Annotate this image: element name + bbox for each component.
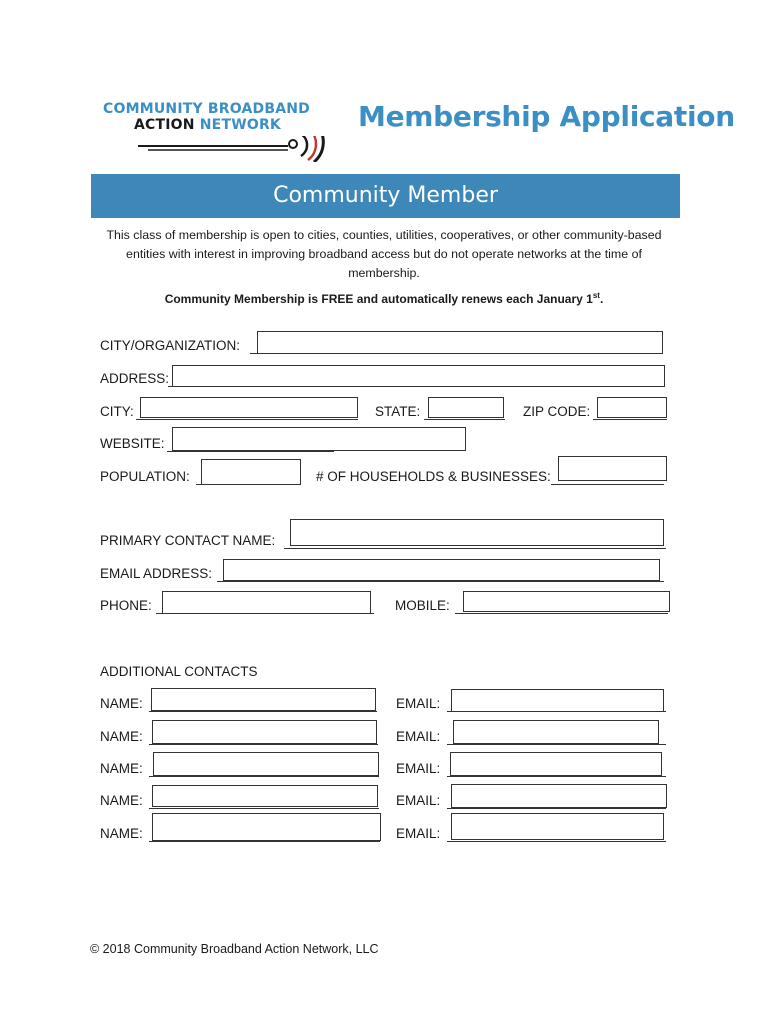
website-field[interactable] xyxy=(172,427,466,451)
zip-code-label: ZIP CODE: xyxy=(523,404,591,419)
membership-description: This class of membership is open to cities, counties, utilities, cooperatives, or other community-based entities with interest in improving broadband access but do not operate networks at the time of membership. xyxy=(106,228,662,280)
additional-name-underline xyxy=(149,776,379,777)
additional-email-underline xyxy=(447,808,666,809)
copyright-footer: © 2018 Community Broadband Action Network, LLC xyxy=(90,942,379,956)
city-org-field[interactable] xyxy=(257,331,663,354)
additional-name-field-1[interactable] xyxy=(151,688,376,711)
cban-logo xyxy=(100,100,330,162)
zip-code-field[interactable] xyxy=(597,397,667,418)
address-label: ADDRESS: xyxy=(100,371,170,386)
additional-email-field-5[interactable] xyxy=(451,813,664,840)
additional-email-field-2[interactable] xyxy=(453,720,659,744)
additional-name-label: NAME: xyxy=(100,696,143,711)
email-address-label: EMAIL ADDRESS: xyxy=(100,566,213,581)
page-title: Membership Application xyxy=(358,100,735,133)
mobile-underline xyxy=(455,613,668,614)
additional-name-underline xyxy=(149,841,380,842)
additional-email-label: EMAIL: xyxy=(396,696,441,711)
additional-email-label: EMAIL: xyxy=(396,826,441,841)
state-label: STATE: xyxy=(375,404,421,419)
additional-name-label: NAME: xyxy=(100,793,143,808)
primary-contact-underline xyxy=(284,548,666,549)
email-address-underline xyxy=(217,581,664,582)
additional-email-field-1[interactable] xyxy=(451,689,664,712)
additional-contacts-heading: ADDITIONAL CONTACTS xyxy=(100,664,258,679)
phone-field[interactable] xyxy=(162,591,371,614)
notice-text: Community Membership is FREE and automatically renews each January 1 xyxy=(164,292,593,306)
phone-label: PHONE: xyxy=(100,598,152,613)
state-field[interactable] xyxy=(428,397,504,418)
city-label: CITY: xyxy=(100,404,134,419)
population-label: POPULATION: xyxy=(100,469,190,484)
website-underline xyxy=(167,451,334,452)
additional-name-label: NAME: xyxy=(100,729,143,744)
state-underline xyxy=(424,419,505,420)
free-membership-notice xyxy=(98,291,670,306)
additional-email-field-4[interactable] xyxy=(451,784,667,808)
additional-name-underline xyxy=(149,744,378,745)
mobile-label: MOBILE: xyxy=(395,598,450,613)
additional-name-label: NAME: xyxy=(100,826,143,841)
city-org-label: CITY/ORGANIZATION: xyxy=(100,338,241,353)
city-field[interactable] xyxy=(140,397,358,418)
additional-name-underline xyxy=(149,711,377,712)
notice-end: . xyxy=(599,292,604,306)
address-field[interactable] xyxy=(172,365,665,387)
logo-line1: COMMUNITY BROADBAND xyxy=(103,101,310,117)
additional-email-underline xyxy=(447,841,666,842)
website-label: WEBSITE: xyxy=(100,436,165,451)
population-field[interactable] xyxy=(201,459,301,485)
signal-swoosh-icon xyxy=(138,136,328,162)
additional-name-label: NAME: xyxy=(100,761,143,776)
primary-contact-field[interactable] xyxy=(290,519,664,546)
additional-name-underline xyxy=(149,808,379,809)
city-underline xyxy=(136,419,358,420)
additional-name-field-2[interactable] xyxy=(152,720,377,744)
zip-code-underline xyxy=(593,419,667,420)
additional-name-field-4[interactable] xyxy=(152,785,378,807)
section-banner: Community Member xyxy=(91,174,680,218)
logo-network: NETWORK xyxy=(199,117,281,133)
households-label: # OF HOUSEHOLDS & BUSINESSES: xyxy=(316,469,551,484)
logo-line2 xyxy=(134,117,281,133)
additional-email-label: EMAIL: xyxy=(396,793,441,808)
households-underline xyxy=(551,484,664,485)
primary-contact-label: PRIMARY CONTACT NAME: xyxy=(100,533,276,548)
additional-name-field-3[interactable] xyxy=(153,752,379,776)
notice-superscript: st xyxy=(592,291,600,300)
mobile-field[interactable] xyxy=(463,591,670,612)
additional-email-underline xyxy=(447,776,666,777)
additional-email-underline xyxy=(447,744,666,745)
additional-email-field-3[interactable] xyxy=(450,752,662,776)
logo-action: ACTION xyxy=(134,117,195,133)
email-address-field[interactable] xyxy=(223,559,660,581)
additional-name-field-5[interactable] xyxy=(152,813,381,841)
additional-email-label: EMAIL: xyxy=(396,729,441,744)
households-field[interactable] xyxy=(558,456,667,481)
additional-email-label: EMAIL: xyxy=(396,761,441,776)
